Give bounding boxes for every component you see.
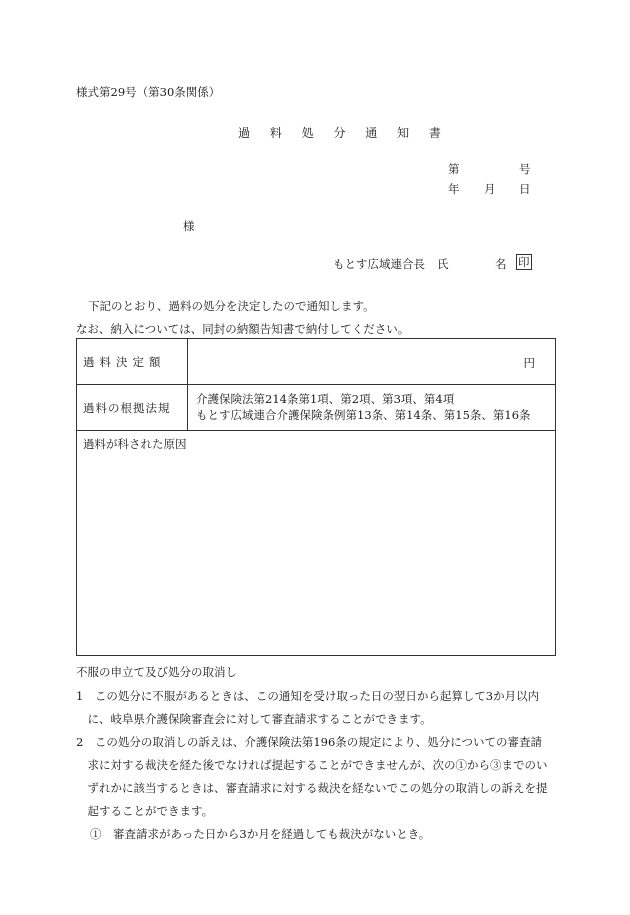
appeal-item2-line4: 起することができます。 (76, 804, 214, 818)
amount-value-cell (188, 339, 555, 384)
basis-cell (188, 385, 555, 430)
reason-label: 過料が科された原因 (83, 437, 187, 451)
appeal-item2-line3: ずれかに該当するときは、審査請求に対する裁決を経ないでこの処分の取消しの訴えを提 (76, 781, 548, 795)
addressee-suffix: 様 (183, 219, 195, 233)
basis-label: 過料の根拠法規 (77, 385, 188, 430)
appeal-item2-line2: 求に対する裁決を経た後でなければ提起することができませんが、次の①から③までのい (76, 758, 548, 772)
intro-line-2: なお、納入については、同封の納額告知書で納付してください。 (76, 322, 410, 336)
number-go: 号 (519, 162, 531, 176)
sender-org: もとす広域連合長 (333, 257, 425, 271)
sender-shi: 氏 (437, 257, 449, 271)
appeal-item1-line1: 1 この処分に不服があるときは、この通知を受け取った日の翌日から起算して3か月以内 (76, 689, 540, 703)
date-year: 年 (448, 182, 460, 196)
date-day: 日 (519, 182, 531, 196)
amount-unit: 円 (523, 356, 535, 370)
amount-row (77, 339, 555, 385)
document-title: 過 料 処 分 通 知 書 (238, 126, 449, 140)
amount-label: 過料決定額 (77, 339, 188, 384)
number-dai: 第 (448, 162, 460, 176)
intro-line-1: 下記のとおり、過料の処分を決定したので通知します。 (88, 299, 375, 313)
basis-row (77, 385, 555, 431)
sender-mei: 名 (495, 257, 507, 271)
basis-line-2: もとす広域連合介護保険条例第13条、第14条、第15条、第16条 (196, 408, 531, 422)
form-number: 様式第29号（第30条関係） (76, 85, 221, 99)
date-month: 月 (484, 182, 496, 196)
seal-box (514, 254, 532, 270)
appeal-sub1: ① 審査請求があった日から3か月を経過しても裁決がないとき。 (90, 827, 431, 841)
appeal-item2-line1: 2 この処分の取消しの訴えは、介護保険法第196条の規定により、処分についての審査請 (76, 735, 543, 749)
basis-line-1: 介護保険法第214条第1項、第2項、第3項、第4項 (196, 392, 455, 406)
appeal-item1-line2: に、岐阜県介護保険審査会に対して審査請求することができます。 (76, 712, 432, 726)
seal-mark: 印 (518, 255, 530, 269)
appeal-heading: 不服の申立て及び処分の取消し (76, 665, 237, 679)
penalty-table (76, 338, 556, 656)
